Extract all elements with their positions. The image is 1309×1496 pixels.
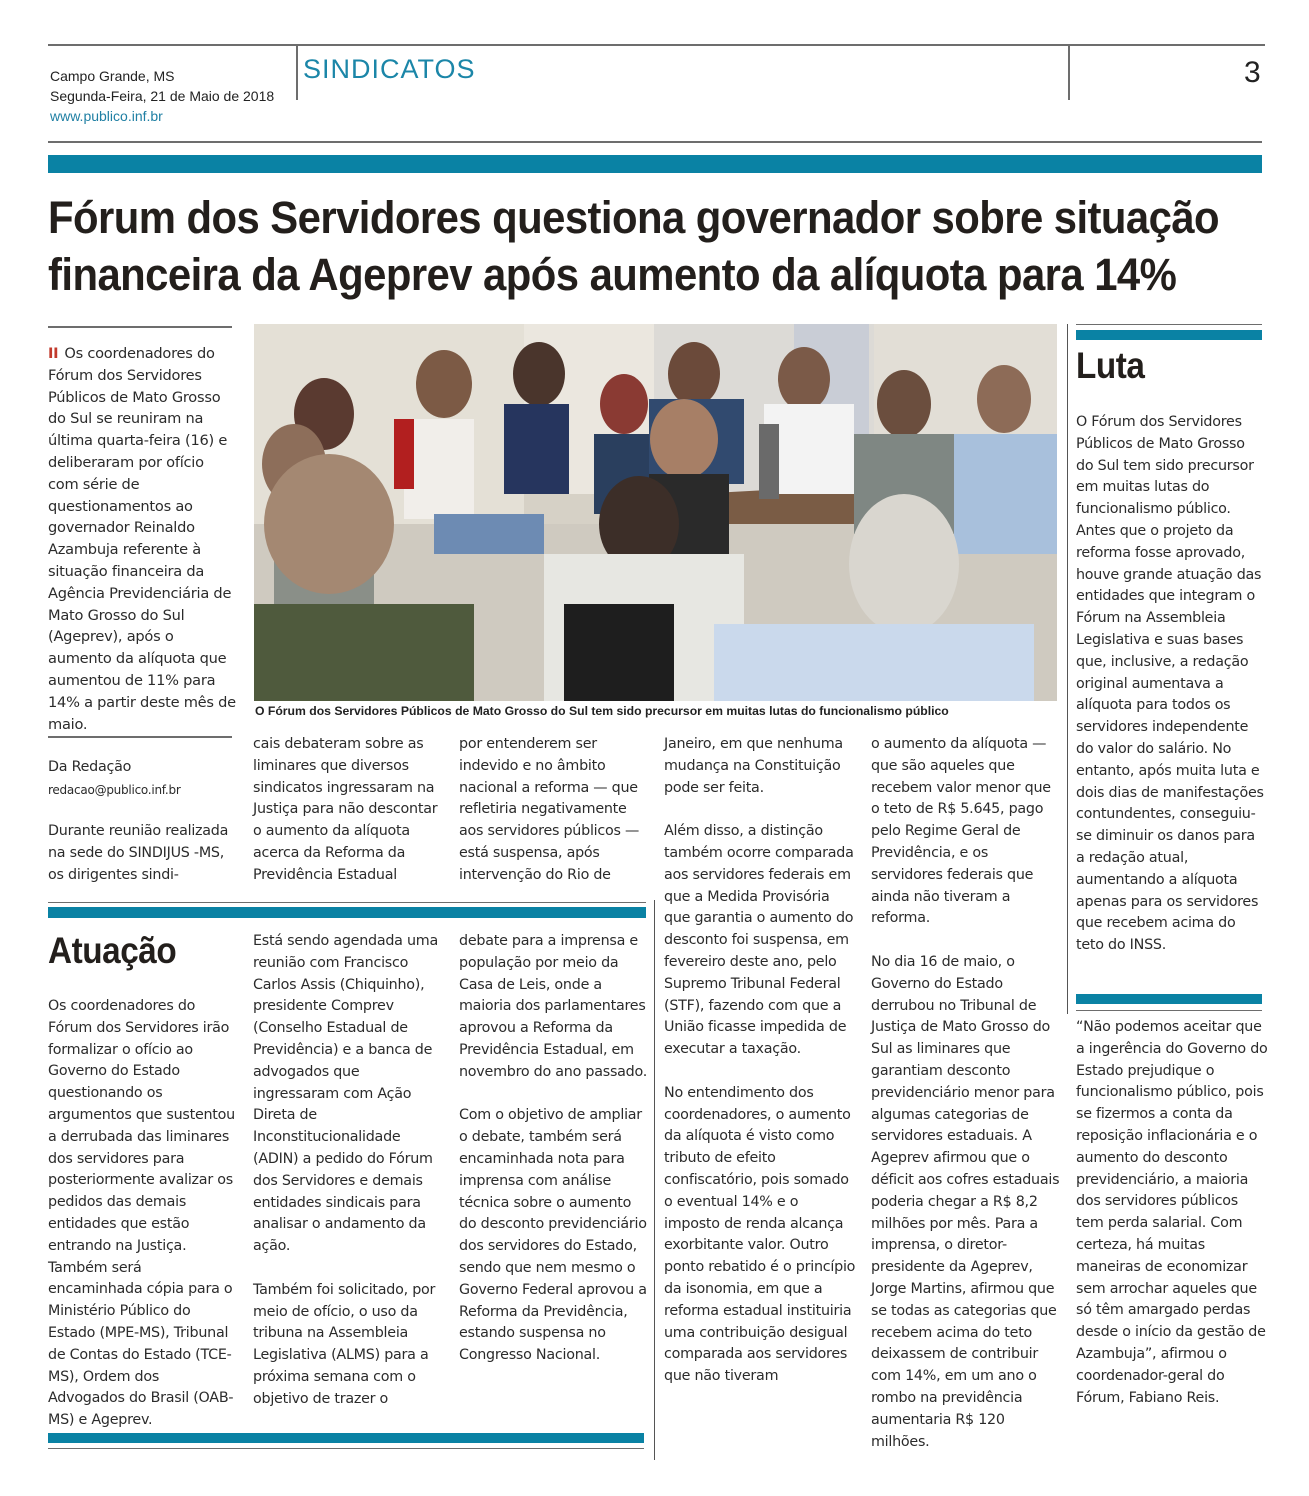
col-5-paragraph-2: No dia 16 de maio, o Governo do Estado derrubou no Tribunal de Justiça de Mato Grosso do Sul as liminares que garantiam desconto previdenciário menor para algumas categorias de servidores estaduais. A Ageprev afirmou que o déficit aos cofres estaduais poderia chegar a R$ 8,2 milhões por mês. Para a imprensa, o diretor-presidente da Ageprev, Jorge Martins, afirmou que se todas as categorias que recebem acima do teto deixassem de contribuir com 14%, em um ano o rombo na previdência aumentaria R$ 120 milhões.: [871, 953, 1060, 1450]
lede-top-rule: [48, 326, 232, 328]
luta-body: O Fórum dos Servidores Públicos de Mato Grosso do Sul tem sido precursor em muitas lutas do funcionalismo público. Antes que o projeto da reforma fosse aprovado, houve grande atuação das entidades que integram o Fórum na Assembleia Legislativa e suas bases que, inclusive, a redação original aumentava a alíquota para todos os servidores independente do valor do salário. No entanto, após muita luta e dois dias de manifestações contundentes, conseguiu-se diminuir os danos para a redação atual, aumentando a alíquota apenas para os servidores que recebem acima do teto do INSS.: [1076, 414, 1264, 954]
meeting-photo: [254, 324, 1057, 701]
headline-accent-band: [48, 155, 1262, 173]
masthead-date: Segunda-Feira, 21 de Maio de 2018: [50, 88, 275, 104]
masthead-city: Campo Grande, MS: [50, 68, 175, 84]
meeting-photo-image: [254, 324, 1057, 701]
atuacao-col-2-paragraph-1: Está sendo agendada uma reunião com Francisco Carlos Assis (Chiquinho), presidente Comprev (Conselho Estadual de Previdência) e a banca de advogados que ingressaram com Ação Direta de Inconstitucionalidade (ADIN) a pedido do Fórum dos Servidores e demais entidades sindicais para analisar o andamento da ação.: [253, 933, 438, 1255]
masthead-bottom-rule: [48, 141, 1262, 143]
headline-line-2: financeira da Ageprev após aumento da alíquota para 14%: [48, 249, 1177, 300]
masthead-url[interactable]: www.publico.inf.br: [50, 108, 163, 124]
atuacao-col-2-paragraph-2: Também foi solicitado, por meio de ofício, o uso da tribuna na Assembleia Legislativa (ALMS) para a próxima semana com o objetivo de trazer o: [253, 1281, 436, 1407]
luta-title: Luta: [1076, 345, 1145, 386]
atuacao-col-3-paragraph-2: Com o objetivo de ampliar o debate, também será encaminhada nota para imprensa com análise técnica sobre o aumento do desconto previdenciário dos servidores do Estado, sendo que nem mesmo o Governo Federal aprovou a Reforma da Previdência, estando suspensa no Congresso Nacional.: [459, 1107, 647, 1364]
atuacao-col-3-paragraph-1: debate para a imprensa e população por meio da Casa de Leis, onde a maioria dos parlamentares aprovou a Reforma da Previdência Estadual, em novembro do ano passado.: [459, 933, 648, 1080]
page-number: 3: [1244, 56, 1261, 89]
col-4-paragraph-2: Além disso, a distinção também ocorre comparada aos servidores federais em que a Medida Provisória que garantia o aumento do desconto foi suspensa, em fevereiro deste ano, pelo Supremo Tribunal Federal (STF), fazendo com que a União ficasse impedida de executar a taxação.: [664, 823, 854, 1058]
byline: [48, 757, 238, 799]
col-5-paragraph-1: o aumento da alíquota — que são aqueles que recebem valor menor que o teto de R$ 5.645, pago pelo Regime Geral de Previdência, e os servidores federais que ainda não tiveram a reforma.: [871, 736, 1051, 927]
col-4-paragraph-3: No entendimento dos coordenadores, o aumento da alíquota é visto como tributo de efeito confiscatório, pois somado o eventual 14% e o imposto de renda alcança exorbitante valor. Outro ponto rebatido é o princípio da isonomia, em que a reforma estadual instituiria uma contribuição desigual comparada aos servidores que não tiveram: [664, 1084, 856, 1385]
byline-email[interactable]: redacao@publico.inf.br: [48, 783, 181, 797]
atuacao-col-1: Os coordenadores do Fórum dos Servidores irão formalizar o ofício ao Governo do Estado questionando os argumentos que sustentou a derrubada das liminares dos servidores para posteriormente avalizar os pedidos das demais entidades que estão entrando na Justiça. Também será encaminhada cópia para o Ministério Público do Estado (MPE-MS), Tribunal de Contas do Estado (TCE-MS), Ordem dos Advogados do Brasil (OAB-MS) e Ageprev.: [48, 998, 235, 1429]
quote-accent-band: [1076, 994, 1262, 1004]
byline-top-rule: [48, 736, 232, 738]
atuacao-top-rule: [48, 902, 646, 903]
byline-author: Da Redação: [48, 759, 132, 775]
quote-top-rule: [1076, 1010, 1262, 1011]
luta-quote: “Não podemos aceitar que a ingerência do Governo do Estado prejudique o funcionalismo público, pois se fizermos a conta da reposição inflacionária e o aumento do desconto previdenciário, a maioria dos servidores públicos tem perda salarial. Com certeza, há muitas maneiras de economizar sem arrochar aqueles que só têm amargado perdas desde o início da gestão de Azambuja”, afirmou o coordenador-geral do Fórum, Fabiano Reis.: [1076, 1019, 1268, 1406]
lede-marker: II: [48, 345, 59, 362]
section-title: SINDICATOS: [303, 54, 476, 84]
atuacao-title: Atuação: [48, 930, 177, 971]
atuacao-bottom-rule: [48, 1448, 644, 1449]
body-top-col-2: cais debateram sobre as liminares que diversos sindicatos ingressaram na Justiça para não descontar o aumento da alíquota acerca da Reforma da Previdência Estadual: [253, 736, 438, 883]
lede-text: Os coordenadores do Fórum dos Servidores Públicos de Mato Grosso do Sul se reuniram na última quarta-feira (16) e deliberaram por ofício com série de questionamentos ao governador Reinaldo Azambuja referente à situação financeira da Agência Previdenciária de Mato Grosso do Sul (Ageprev), após o aumento da alíquota que aumentou de 11% para 14% a partir deste mês de maio.: [48, 345, 236, 733]
masthead-divider-right: [1068, 45, 1070, 100]
masthead-divider-left: [296, 45, 298, 100]
atuacao-accent-band: [48, 907, 646, 918]
photo-caption: O Fórum dos Servidores Públicos de Mato Grosso do Sul tem sido precursor em muitas lutas do funcionalismo público: [255, 704, 949, 718]
atuacao-col-2: [253, 931, 447, 1411]
masthead-top-rule: [48, 44, 1265, 46]
body-top-col-1: Durante reunião realizada na sede do SINDIJUS -MS, os dirigentes sindi-: [48, 823, 229, 883]
column-4-divider: [654, 900, 655, 1460]
luta-accent-band: [1076, 330, 1262, 340]
body-col-5: [871, 734, 1063, 1453]
headline: [48, 189, 1219, 303]
body-top-col-3: por entenderem ser indevido e no âmbito nacional a reforma — que refletiria negativamente aos servidores públicos — está suspensa, após intervenção do Rio de: [459, 736, 640, 883]
sidebar-divider: [1067, 324, 1068, 1014]
headline-line-1: Fórum dos Servidores questiona governador sobre situação: [48, 192, 1220, 243]
body-col-4: [664, 734, 856, 1388]
atuacao-bottom-band: [48, 1433, 644, 1443]
col-4-paragraph-1: Janeiro, em que nenhuma mudança na Constituição pode ser feita.: [664, 736, 843, 796]
luta-top-rule: [1076, 324, 1262, 325]
atuacao-col-3: [459, 931, 649, 1367]
masthead-dateline: [50, 66, 274, 126]
lede-paragraph: [48, 343, 238, 735]
